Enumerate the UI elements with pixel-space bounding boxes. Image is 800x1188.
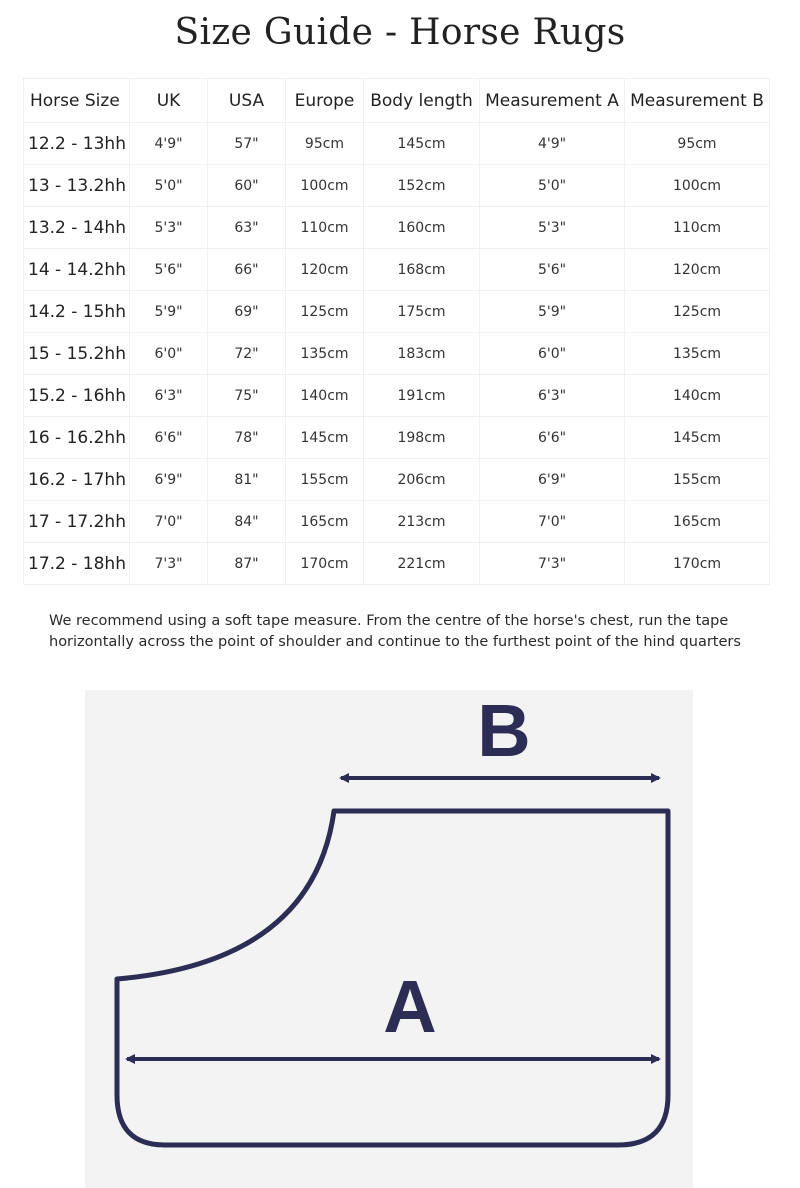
table-row xyxy=(24,291,770,333)
table-cell: 87" xyxy=(208,543,286,585)
table-cell: 63" xyxy=(208,207,286,249)
table-cell: 15 - 15.2hh xyxy=(24,333,130,375)
table-cell: 5'0" xyxy=(480,165,625,207)
table-cell: 17.2 - 18hh xyxy=(24,543,130,585)
table-cell: 6'0" xyxy=(130,333,208,375)
label-b: B xyxy=(477,690,531,772)
table-cell: 165cm xyxy=(286,501,364,543)
table-cell: 6'9" xyxy=(130,459,208,501)
table-cell: 7'0" xyxy=(480,501,625,543)
table-cell: 145cm xyxy=(625,417,770,459)
table-cell: 198cm xyxy=(364,417,480,459)
table-cell: 75" xyxy=(208,375,286,417)
size-table xyxy=(23,78,770,585)
table-cell: 5'9" xyxy=(130,291,208,333)
table-cell: 100cm xyxy=(286,165,364,207)
table-cell: 5'3" xyxy=(130,207,208,249)
table-cell: 135cm xyxy=(625,333,770,375)
table-cell: 66" xyxy=(208,249,286,291)
table-cell: 17 - 17.2hh xyxy=(24,501,130,543)
table-cell: 4'9" xyxy=(480,123,625,165)
table-cell: 5'0" xyxy=(130,165,208,207)
table-cell: 6'6" xyxy=(130,417,208,459)
rug-diagram-svg xyxy=(85,690,693,1188)
table-row xyxy=(24,375,770,417)
table-body xyxy=(24,123,770,585)
table-cell: 183cm xyxy=(364,333,480,375)
table-cell: 170cm xyxy=(286,543,364,585)
table-cell: 191cm xyxy=(364,375,480,417)
table-cell: 135cm xyxy=(286,333,364,375)
table-cell: 6'9" xyxy=(480,459,625,501)
table-cell: 155cm xyxy=(286,459,364,501)
table-cell: 12.2 - 13hh xyxy=(24,123,130,165)
table-cell: 13 - 13.2hh xyxy=(24,165,130,207)
column-header: USA xyxy=(208,79,286,123)
table-cell: 95cm xyxy=(286,123,364,165)
table-cell: 57" xyxy=(208,123,286,165)
column-header: Europe xyxy=(286,79,364,123)
table-cell: 110cm xyxy=(286,207,364,249)
table-row xyxy=(24,123,770,165)
table-header-row xyxy=(24,79,770,123)
table-cell: 13.2 - 14hh xyxy=(24,207,130,249)
table-row xyxy=(24,165,770,207)
table-cell: 110cm xyxy=(625,207,770,249)
table-cell: 100cm xyxy=(625,165,770,207)
table-cell: 81" xyxy=(208,459,286,501)
table-cell: 213cm xyxy=(364,501,480,543)
page-title: Size Guide - Horse Rugs xyxy=(174,12,626,53)
table-cell: 145cm xyxy=(364,123,480,165)
table-row xyxy=(24,459,770,501)
table-cell: 84" xyxy=(208,501,286,543)
table-cell: 6'3" xyxy=(480,375,625,417)
table-cell: 6'0" xyxy=(480,333,625,375)
table-cell: 60" xyxy=(208,165,286,207)
table-cell: 14.2 - 15hh xyxy=(24,291,130,333)
column-header: Measurement B xyxy=(625,79,770,123)
table-cell: 140cm xyxy=(625,375,770,417)
table-cell: 7'0" xyxy=(130,501,208,543)
table-cell: 16 - 16.2hh xyxy=(24,417,130,459)
table-cell: 95cm xyxy=(625,123,770,165)
table-cell: 5'9" xyxy=(480,291,625,333)
rug-measurement-diagram xyxy=(85,690,693,1188)
table-cell: 206cm xyxy=(364,459,480,501)
table-cell: 120cm xyxy=(286,249,364,291)
table-cell: 145cm xyxy=(286,417,364,459)
column-header: Measurement A xyxy=(480,79,625,123)
table-cell: 125cm xyxy=(625,291,770,333)
table-cell: 6'3" xyxy=(130,375,208,417)
table-cell: 221cm xyxy=(364,543,480,585)
table-cell: 16.2 - 17hh xyxy=(24,459,130,501)
table-cell: 7'3" xyxy=(480,543,625,585)
table-row xyxy=(24,333,770,375)
table-row xyxy=(24,543,770,585)
column-header: Body length xyxy=(364,79,480,123)
measuring-instructions: We recommend using a soft tape measure. From the centre of the horse's chest, run the tape horizontally across the point of shoulder and continue to the furthest point of the hind quarters xyxy=(49,613,741,650)
table-cell: 140cm xyxy=(286,375,364,417)
table-row xyxy=(24,501,770,543)
table-cell: 160cm xyxy=(364,207,480,249)
table-cell: 175cm xyxy=(364,291,480,333)
table-cell: 155cm xyxy=(625,459,770,501)
table-cell: 78" xyxy=(208,417,286,459)
table-cell: 7'3" xyxy=(130,543,208,585)
label-a: A xyxy=(383,965,437,1048)
table-cell: 5'3" xyxy=(480,207,625,249)
table-cell: 5'6" xyxy=(130,249,208,291)
table-row xyxy=(24,417,770,459)
table-cell: 14 - 14.2hh xyxy=(24,249,130,291)
table-cell: 170cm xyxy=(625,543,770,585)
table-row xyxy=(24,249,770,291)
table-cell: 69" xyxy=(208,291,286,333)
table-cell: 125cm xyxy=(286,291,364,333)
table-cell: 4'9" xyxy=(130,123,208,165)
table-cell: 152cm xyxy=(364,165,480,207)
table-cell: 120cm xyxy=(625,249,770,291)
table-cell: 5'6" xyxy=(480,249,625,291)
table-cell: 165cm xyxy=(625,501,770,543)
table-cell: 72" xyxy=(208,333,286,375)
table-row xyxy=(24,207,770,249)
table-cell: 168cm xyxy=(364,249,480,291)
column-header: Horse Size xyxy=(24,79,130,123)
table-cell: 6'6" xyxy=(480,417,625,459)
column-header: UK xyxy=(130,79,208,123)
table-cell: 15.2 - 16hh xyxy=(24,375,130,417)
